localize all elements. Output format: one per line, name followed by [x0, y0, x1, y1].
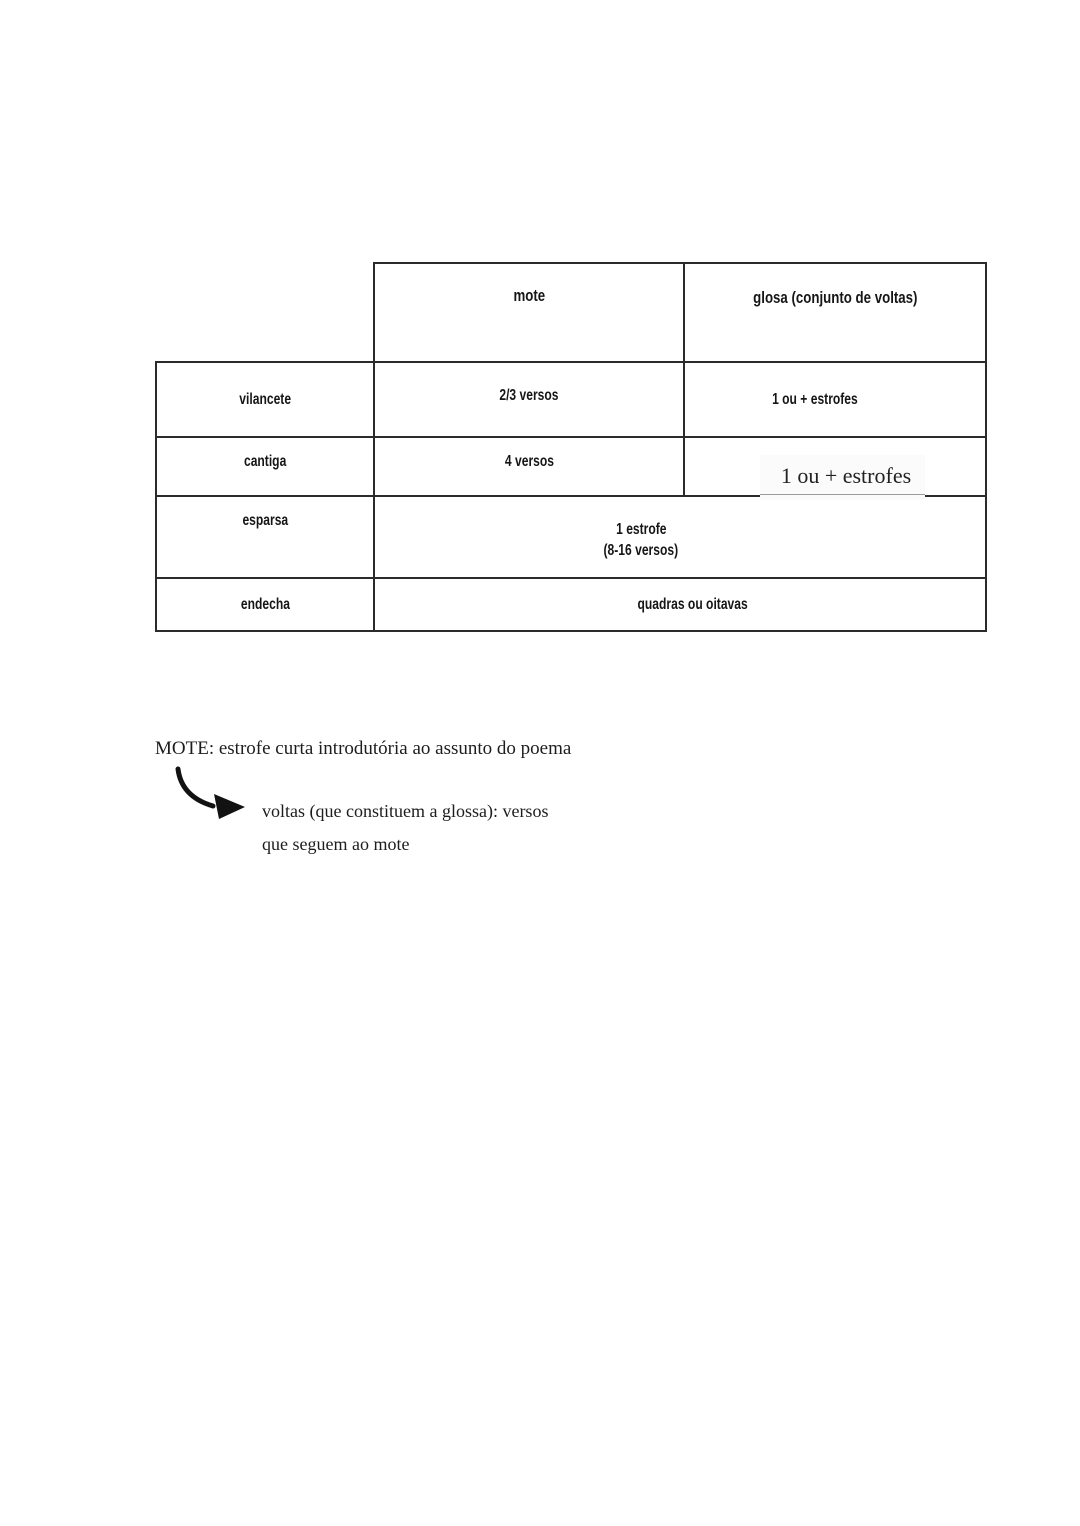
cantiga-label: cantiga	[243, 452, 287, 470]
vilancete-mote-value: 2/3 versos	[499, 386, 559, 404]
cell-vilancete-glosa	[683, 361, 987, 438]
cell-endecha-merged	[373, 577, 987, 632]
cantiga-glosa-value: 1 ou + estrofes	[780, 463, 912, 488]
voltas-definition-line2: que seguem ao mote	[262, 834, 410, 854]
curved-arrow-right-icon	[168, 763, 252, 821]
cell-cantiga-glosa	[683, 436, 987, 497]
row-label-endecha	[155, 577, 375, 632]
row-label-esparsa	[155, 495, 375, 579]
cell-cantiga-mote	[373, 436, 685, 497]
esparsa-label: esparsa	[242, 512, 288, 529]
table-header-glosa	[683, 262, 987, 363]
row-label-cantiga	[155, 436, 375, 497]
cell-vilancete-mote	[373, 361, 685, 438]
header-glosa-label: glosa (conjunto de voltas)	[752, 288, 918, 307]
row-label-vilancete	[155, 361, 375, 438]
border-remnant-line	[760, 494, 925, 495]
cantiga-mote-value: 4 versos	[504, 453, 554, 470]
header-mote-label: mote	[513, 286, 545, 305]
endecha-label: endecha	[240, 595, 290, 613]
esparsa-value-line1: 1 estrofe	[615, 521, 667, 538]
table-header-mote	[373, 262, 685, 363]
esparsa-value-line2: (8-16 versos)	[603, 542, 679, 559]
endecha-value: quadras ou oitavas	[637, 595, 749, 613]
voltas-definition-line1: voltas (que constituem a glossa): versos	[262, 801, 549, 821]
vilancete-glosa-value: 1 ou + estrofes	[772, 390, 858, 408]
vilancete-label: vilancete	[239, 390, 291, 408]
cell-esparsa-merged	[373, 495, 987, 579]
mote-definition-text: MOTE: estrofe curta introdutória ao assunto do poema	[155, 738, 572, 759]
